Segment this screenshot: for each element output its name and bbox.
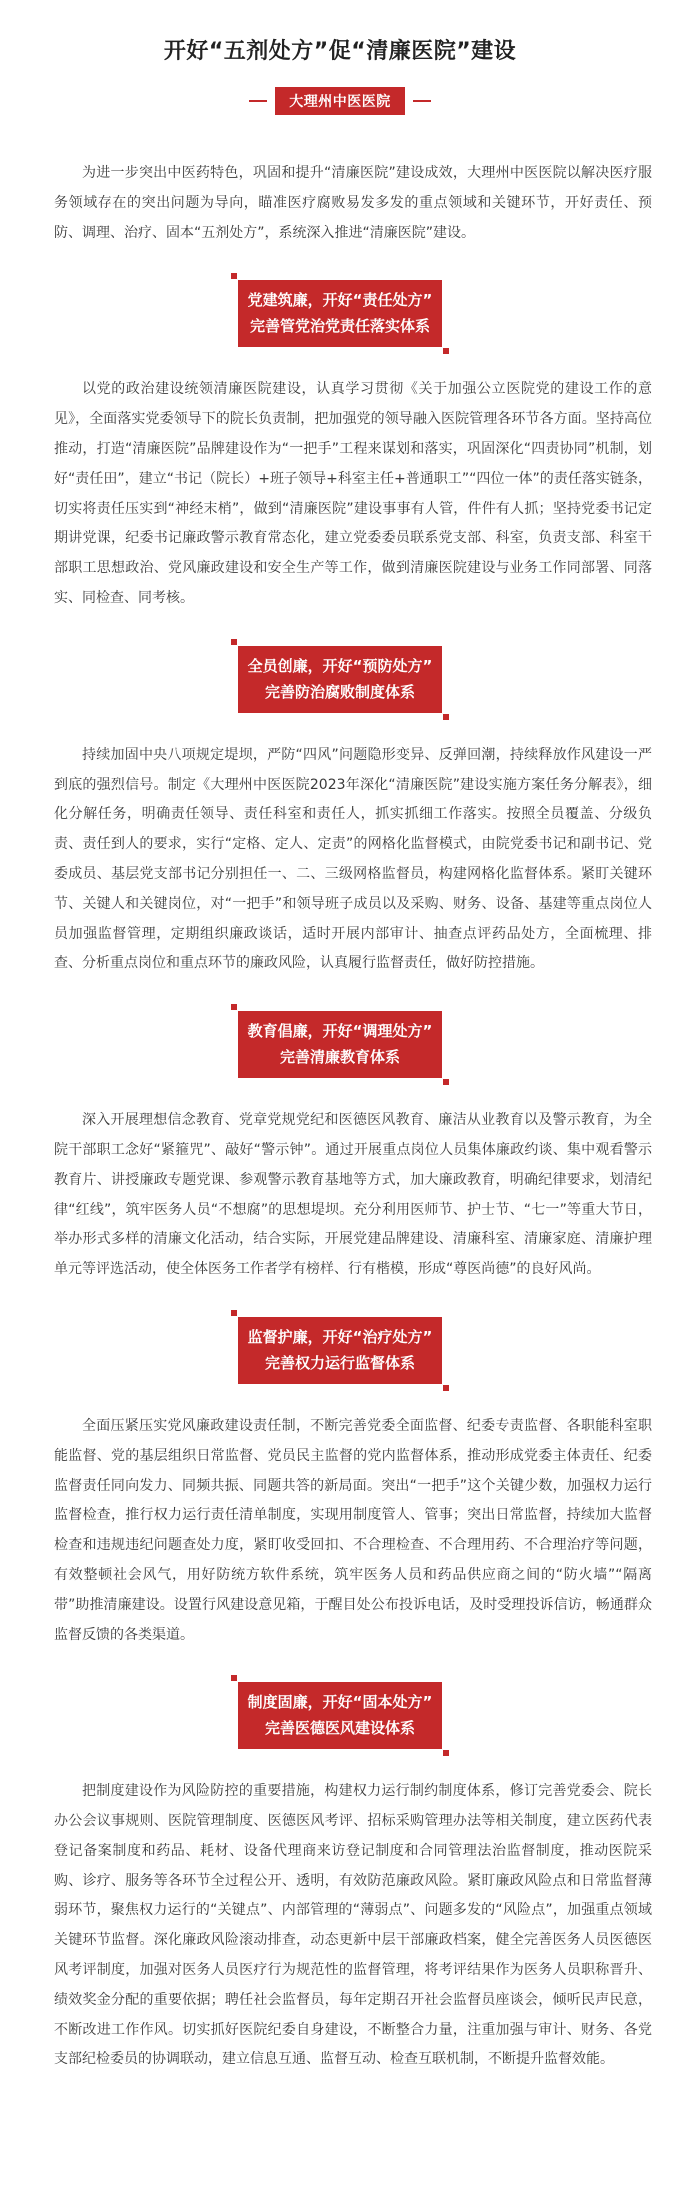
article-title: 开好“五剂处方”促“清廉医院”建设 [163, 39, 517, 64]
source-divider-right [413, 100, 431, 102]
section-2-heading-line2: 完善防治腐败制度体系 [264, 682, 415, 701]
corner-mark [231, 1004, 237, 1010]
section-4-heading-wrap [0, 1317, 680, 1384]
source-row [0, 87, 680, 115]
section-1-body: 以党的政治建设统领清廉医院建设，认真学习贯彻《关于加强公立医院党的建设工作的意见》，全面落实党委领导下的院长负责制，把加强党的领导融入医院管理各环节各方面。坚持高位推动，打造“清廉医院”品牌建设作为“一把手”工程来谋划和落实，巩固深化“四责协同”机制，划好“责任田”，建立“书记（院长）+班子领导+科室主任+普通职工”“四位一体”的责任落实链条，切实将责任压实到“神经末梢”，做到“清廉医院”建设事事有人管，件件有人抓；坚持党委书记定期讲党课，纪委书记廉政警示教育常态化，建立党委委员联系党支部、科室，负责支部、科室干部职工思想政治、党风廉政建设和安全生产等工作，做到清廉医院建设与业务工作同部署、同落实、同检查、同考核。 [54, 381, 652, 606]
section-4-heading-line2: 完善权力运行监督体系 [264, 1353, 415, 1372]
section-1-heading-line1: 党建筑廉，开好“责任处方” [247, 291, 433, 310]
section-2-heading [238, 646, 442, 713]
section-5-heading [238, 1682, 442, 1749]
section-4-heading-line1: 监督护廉，开好“治疗处方” [247, 1327, 433, 1346]
section-2-heading-wrap [0, 646, 680, 713]
section-5-body: 把制度建设作为风险防控的重要措施，构建权力运行制约制度体系，修订完善党委会、院长办公会议事规则、医院管理制度、医德医风考评、招标采购管理办法等相关制度，建立医药代表登记备案制度和药品、耗材、设备代理商来访登记制度和合同管理法治监督制度，推动医院采购、诊疗、服务等各环节全过程公开、透明，有效防范廉政风险。紧盯廉政风险点和日常监督薄弱环节，聚焦权力运行的“关键点”、内部管理的“薄弱点”、问题多发的“风险点”，加强重点领域关键环节监督。深化廉政风险滚动排查，动态更新中层干部廉政档案，健全完善医务人员医德医风考评制度，加强对医务人员医疗行为规范性的监督管理，将考评结果作为医务人员职称晋升、绩效奖金分配的重要依据；聘任社会监督员，每年定期召开社会监督员座谈会，倾听民声民意，不断改进工作作风。切实抓好医院纪委自身建设，不断整合力量，注重加强与审计、财务、各党支部纪检委员的协调联动，建立信息互通、监督互动、检查互联机制，不断提升监督效能。 [54, 1783, 652, 2068]
corner-mark [443, 348, 449, 354]
source-badge: 大理州中医医院 [275, 87, 405, 115]
section-3-heading-line1: 教育倡廉，开好“调理处方” [247, 1022, 433, 1041]
corner-mark [231, 1310, 237, 1316]
section-3-heading [238, 1011, 442, 1078]
section-3-body: 深入开展理想信念教育、党章党规党纪和医德医风教育、廉洁从业教育以及警示教育，为全院干部职工念好“紧箍咒”、敲好“警示钟”。通过开展重点岗位人员集体廉政约谈、集中观看警示教育片、讲授廉政专题党课、参观警示教育基地等方式，加大廉政教育，明确纪律要求，划清纪律“红线”，筑牢医务人员“不想腐”的思想堤坝。充分利用医师节、护士节、“七一”等重大节日，举办形式多样的清廉文化活动，结合实际，开展党建品牌建设、清廉科室、清廉家庭、清廉护理单元等评选活动，使全体医务工作者学有榜样、行有楷模，形成“尊医尚德”的良好风尚。 [54, 1112, 652, 1278]
section-5-heading-line2: 完善医德医风建设体系 [264, 1719, 415, 1738]
corner-mark [443, 1079, 449, 1085]
corner-mark [443, 1385, 449, 1391]
corner-mark [443, 714, 449, 720]
section-2-body: 持续加固中央八项规定堤坝，严防“四风”问题隐形变异、反弹回潮，持续释放作风建设一严到底的强烈信号。制定《大理州中医医院2023年深化“清廉医院”建设实施方案任务分解表》，细化分解任务，明确责任领导、责任科室和责任人，抓实抓细工作落实。按照全员覆盖、分级负责、责任到人的要求，实行“定格、定人、定责”的网格化监督模式，由院党委书记和副书记、党委成员、基层党支部书记分别担任一、二、三级网格监督员，构建网格化监督体系。紧盯关键环节、关键人和关键岗位，对“一把手”和领导班子成员以及采购、财务、设备、基建等重点岗位人员加强监督管理，定期组织廉政谈话，适时开展内部审计、抽查点评药品处方，全面梳理、排查、分析重点岗位和重点环节的廉政风险，认真履行监督责任，做好防控措施。 [54, 746, 652, 972]
section-1-heading-wrap [0, 280, 680, 347]
section-3-heading-line2: 完善清廉教育体系 [279, 1048, 400, 1067]
section-4-body: 全面压紧压实党风廉政建设责任制，不断完善党委全面监督、纪委专责监督、各职能科室职能监督、党的基层组织日常监督、党员民主监督的党内监督体系，推动形成党委主体责任、纪委监督责任同向发力、同频共振、同题共答的新局面。突出“一把手”这个关键少数，加强权力运行监督检查，推行权力运行责任清单制度，实现用制度管人、管事；突出日常监督，持续加大监督检查和违规违纪问题查处力度，紧盯收受回扣、不合理检查、不合理用药、不合理治疗等问题，有效整顿社会风气，用好防统方软件系统，筑牢医务人员和药品供应商之间的“防火墙”“隔离带”助推清廉建设。设置行风建设意见箱，于醒目处公布投诉电话，及时受理投诉信访，畅通群众监督反馈的各类渠道。 [54, 1417, 652, 1643]
section-3-heading-wrap [0, 1011, 680, 1078]
corner-mark [231, 1675, 237, 1681]
section-1-heading-line2: 完善管党治党责任落实体系 [249, 317, 430, 336]
section-2-heading-line1: 全员创廉，开好“预防处方” [247, 656, 433, 675]
section-4-heading [238, 1317, 442, 1384]
corner-mark [443, 1750, 449, 1756]
section-5-heading-wrap [0, 1682, 680, 1749]
section-5-heading-line1: 制度固廉，开好“固本处方” [247, 1693, 433, 1712]
corner-mark [231, 273, 237, 279]
section-1-heading [238, 280, 442, 347]
intro-paragraph: 为进一步突出中医药特色，巩固和提升“清廉医院”建设成效，大理州中医医院以解决医疗服务领域存在的突出问题为导向，瞄准医疗腐败易发多发的重点领域和关键环节，开好责任、预防、调理、治疗、固本“五剂处方”，系统深入推进“清廉医院”建设。 [54, 165, 652, 241]
corner-mark [231, 639, 237, 645]
source-divider-left [249, 100, 267, 102]
